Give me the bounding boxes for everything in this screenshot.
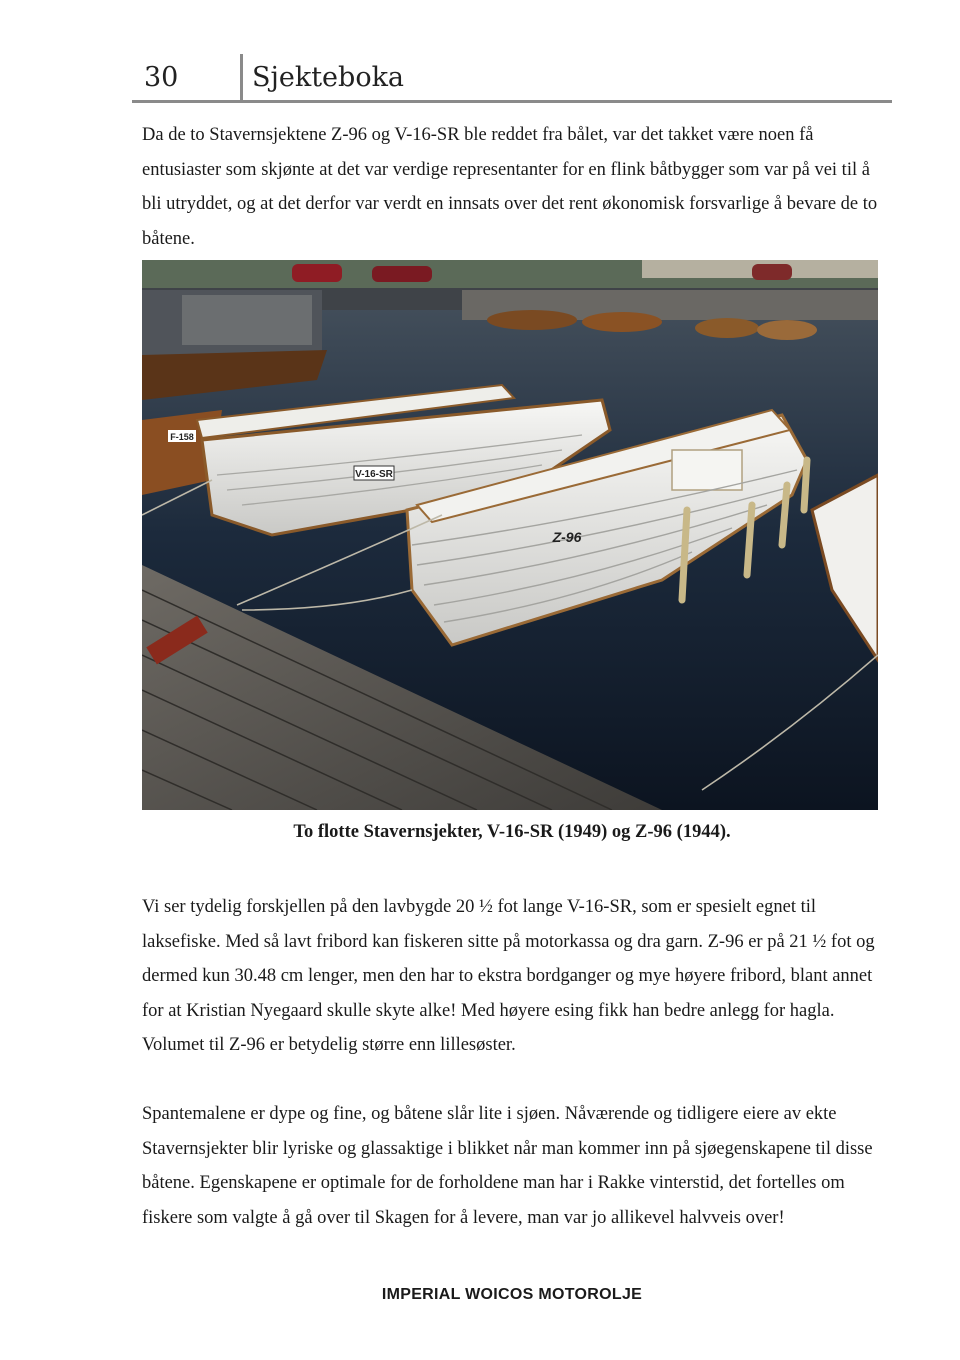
page-number: 30 [144,62,179,93]
boats-photo [142,260,878,810]
comparison-paragraph: Vi ser tydelig forskjellen på den lavbygde 20 ½ fot lange V-16-SR, som er spesielt egnet til laksefiske. Med så lavt fribord kan fiskeren sitte på motorkassa og dra garn. Z-96 er på 21 ½ fot og dermed kun 30.48 cm lenger, men den har to ekstra bordganger og mye høyere fribord, blant annet for at Kristian Nyegaard skulle skyte alke! Med høyere esing fikk han bedre anlegg for hagla. Volumet til Z-96 er betydelig større enn lillesøster. [142,897,875,1056]
seaworthiness-paragraph: Spantemalene er dype og fine, og båtene slår lite i sjøen. Nåværende og tidligere eiere av ekte Stavernsjekter blir lyriske og glassaktige i blikket når man kommer inn på sjøegenskapene til disse båtene. Egenskapene er optimale for de forholdene man har i Rakke vinterstid, det fortelles om fiskere som valgte å gå over til Skagen for å levere, man var jo allikevel halvveis over! [142,1104,873,1228]
book-title: Sjekteboka [252,62,405,93]
boat-label-v16sr: V-16-SR [355,469,393,480]
header-rule [132,100,892,103]
page-footer: IMPERIAL WOICOS MOTOROLJE [381,1286,643,1303]
intro-paragraph: Da de to Stavernsjektene Z-96 og V-16-SR ble reddet fra bålet, var det takket være noen få entusiaster som skjønte at det var verdige representanter for en flink båtbygger som var på vei til å bli utryddet, og at det derfor var verdt en innsats over det rent økonomisk forsvarlige å bevare de to båtene. [142,125,878,249]
boat-label-z96: Z-96 [552,529,582,545]
page-header [132,52,892,104]
boat-label-f158: F-158 [170,432,194,442]
header-divider [240,54,243,102]
photo-caption: To flotte Stavernsjekter, V-16-SR (1949) og Z-96 (1944). [293,822,731,842]
